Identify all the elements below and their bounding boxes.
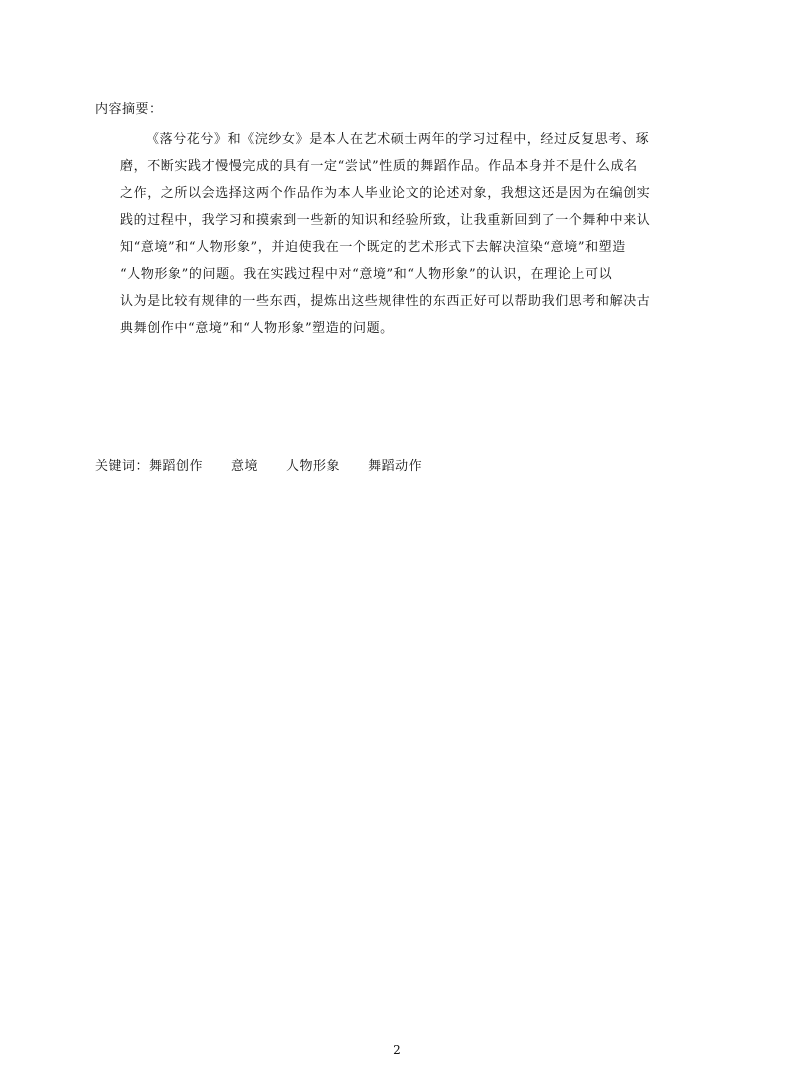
abstract-line-6: “人物形象”的问题。我在实践过程中对“意境”和“人物形象”的认识，在理论上可以 <box>120 267 613 282</box>
abstract-line-4: 践的过程中，我学习和摸索到一些新的知识和经验所致，让我重新回到了一个舞种中来认 <box>120 213 651 228</box>
abstract-line-2: 磨，不断实践才慢慢完成的具有一定“尝试”性质的舞蹈作品。作品本身并不是什么成名 <box>120 159 638 174</box>
abstract-body <box>120 126 680 342</box>
abstract-line-1: 《落兮花兮》和《浣纱女》是本人在艺术硕士两年的学习过程中，经过反复思考、琢 <box>146 132 650 147</box>
abstract-line-5: 知“意境”和“人物形象”，并迫使我在一个既定的艺术形式下去解决渲染“意境”和塑造 <box>120 240 626 255</box>
keyword-item: 人物形象 <box>286 459 341 474</box>
keyword-item: 舞蹈创作 <box>149 459 204 474</box>
abstract-heading: 内容摘要： <box>95 102 163 117</box>
keywords-row <box>95 458 422 476</box>
abstract-line-7: 认为是比较有规律的一些东西，提炼出这些规律性的东西正好可以帮助我们思考和解决古 <box>120 294 651 309</box>
abstract-line-3: 之作，之所以会选择这两个作品作为本人毕业论文的论述对象，我想这还是因为在编创实 <box>120 186 651 201</box>
keywords-label: 关键词： <box>95 459 150 474</box>
keyword-item: 舞蹈动作 <box>368 459 423 474</box>
abstract-line-8: 典舞创作中“意境”和“人物形象”塑造的问题。 <box>120 321 394 336</box>
page-number: 2 <box>393 1043 401 1057</box>
keyword-item: 意境 <box>231 459 259 474</box>
